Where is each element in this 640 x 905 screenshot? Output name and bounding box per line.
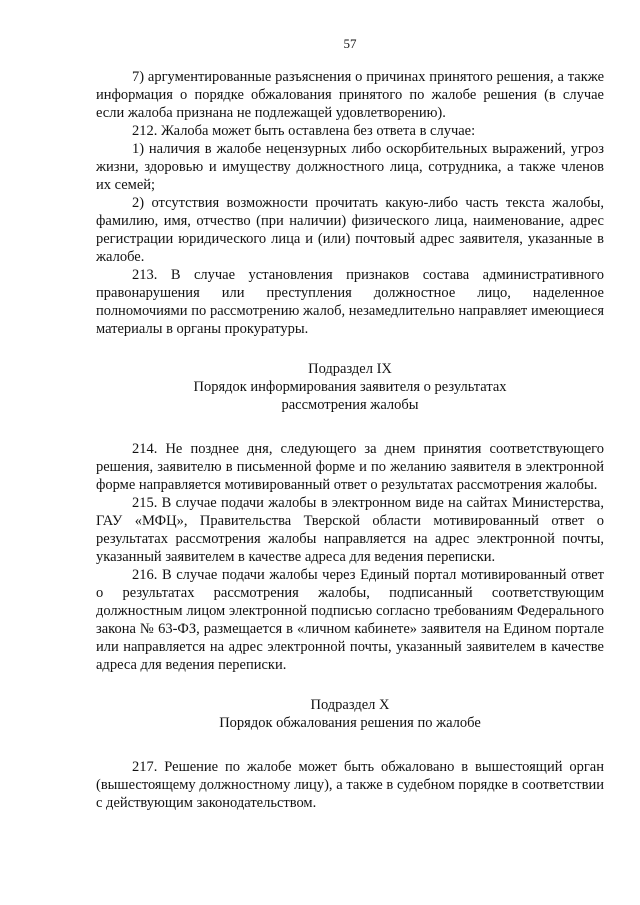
section-heading-9	[96, 360, 604, 414]
paragraph-216: 216. В случае подачи жалобы через Единый портал мотивированный ответ о результатах рассмотрения жалобы, подписанный соответствующим должностным лицом электронной подписью согласно требованиям Федерального закона № 63-ФЗ, размещается в «личном кабинете» заявителя на Едином портале или направляется на адрес электронной почты, указанный заявителем в качестве адреса для ведения переписки.	[96, 567, 604, 673]
section-subtitle: Порядок информирования заявителя о результатах	[193, 379, 507, 395]
paragraph-212: 212. Жалоба может быть оставлена без ответа в случае:	[132, 123, 476, 139]
paragraph-213: 213. В случае установления признаков состава административного правонарушения или преступления должностное лицо, наделенное полномочиями по рассмотрению жалоб, незамедлительно направляет имеющиеся материалы в органы прокуратуры.	[96, 267, 604, 337]
paragraph-215: 215. В случае подачи жалобы в электронном виде на сайтах Министерства, ГАУ «МФЦ», Правительства Тверской области мотивированный ответ о результатах рассмотрения жалобы направляется на адрес электронной почты, указанный заявителем в качестве адреса для ведения переписки.	[96, 495, 604, 565]
section-title: Подраздел X	[310, 697, 390, 713]
page-number: 57	[343, 36, 357, 51]
section-heading-10	[96, 696, 604, 732]
paragraph-item-2: 2) отсутствия возможности прочитать какую-либо часть текста жалобы, фамилию, имя, отчество (при наличии) физического лица, наименование, адрес регистрации юридического лица и (или) почтовый адрес заявителя, указанные в жалобе.	[96, 195, 604, 265]
section-title: Подраздел IX	[308, 361, 392, 377]
paragraph-217: 217. Решение по жалобе может быть обжаловано в вышестоящий орган (вышестоящему должностному лицу), а также в судебном порядке в соответствии с действующим законодательством.	[96, 759, 604, 811]
paragraph-item-7: 7) аргументированные разъяснения о причинах принятого решения, а также информация о порядке обжалования принятого по жалобе решения (в случае если жалоба признана не подлежащей удовлетворению).	[96, 69, 604, 121]
section-subtitle: Порядок обжалования решения по жалобе	[219, 715, 481, 731]
paragraph-214: 214. Не позднее дня, следующего за днем принятия соответствующего решения, заявителю в письменной форме и по желанию заявителя в электронной форме направляется мотивированный ответ о результатах рассмотрения жалобы.	[96, 441, 604, 493]
section-subtitle: рассмотрения жалобы	[281, 397, 419, 413]
paragraph-item-1: 1) наличия в жалобе нецензурных либо оскорбительных выражений, угроз жизни, здоровью и имуществу должностного лица, сотрудника, а также членов их семей;	[96, 141, 604, 193]
